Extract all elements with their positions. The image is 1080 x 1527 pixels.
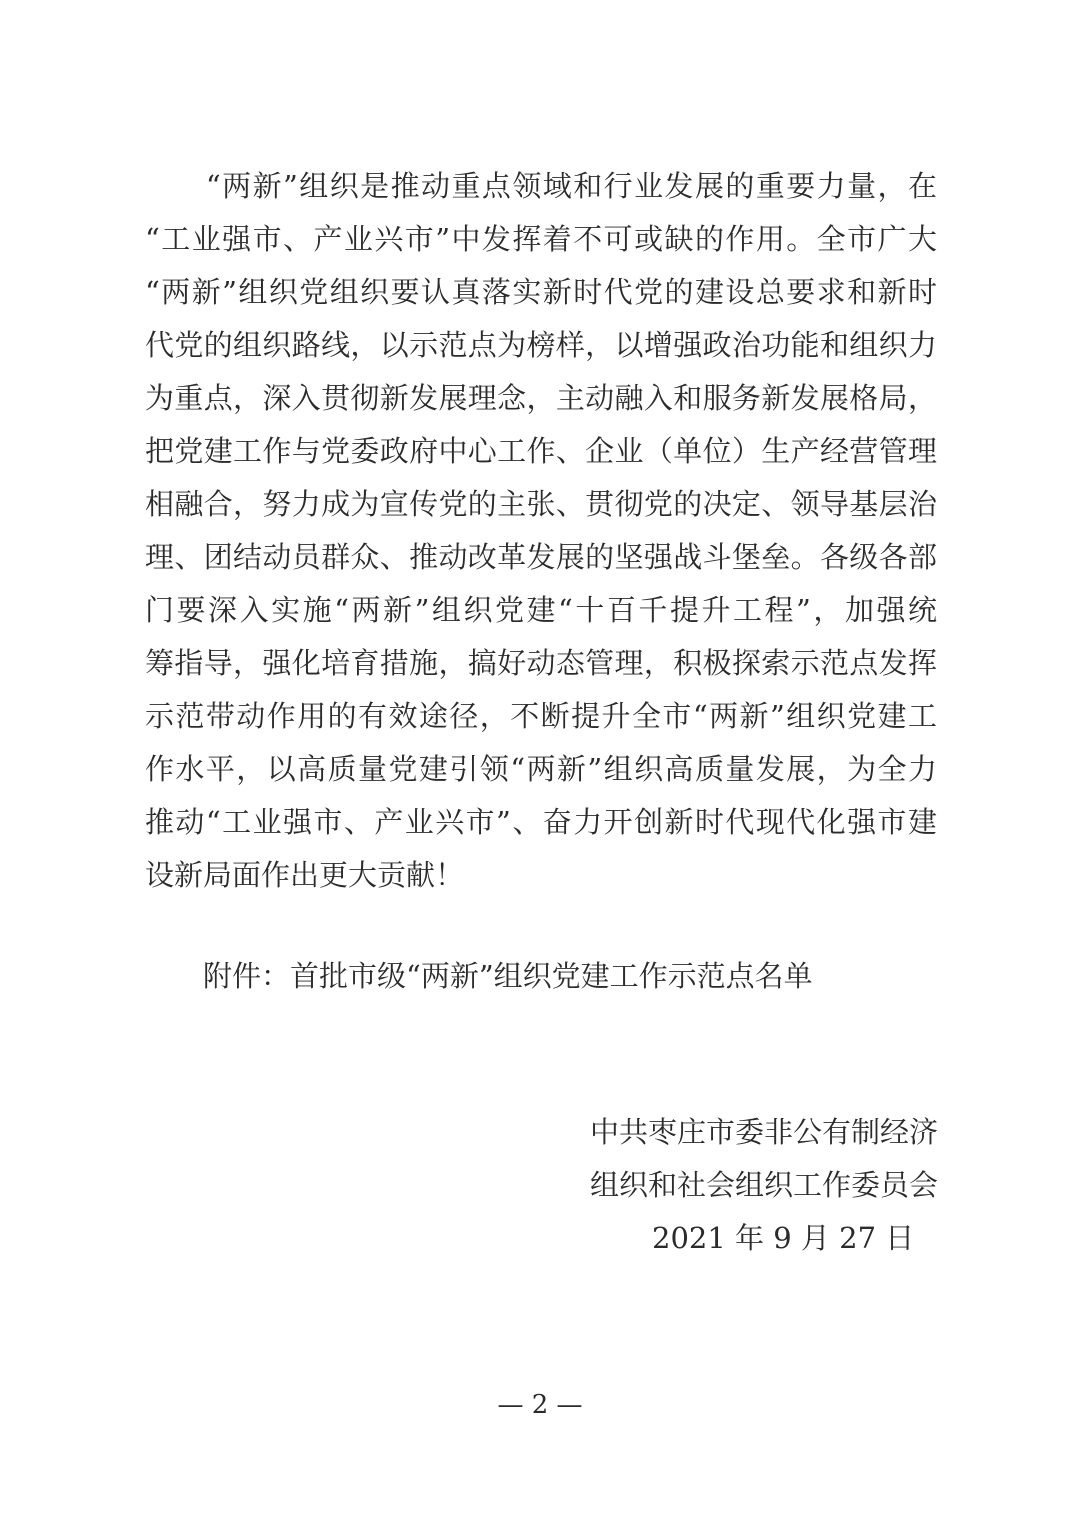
paragraph-line: “两新”组织是推动重点领域和行业发展的重要力量，在 xyxy=(145,169,937,203)
paragraph-line: 门要深入实施“两新”组织党建“十百千提升工程”，加强统 xyxy=(145,593,937,627)
signature-org-line1: 中共枣庄市委非公有制经济 xyxy=(590,1115,939,1149)
paragraph-line: 理、团结动员群众、推动改革发展的坚强战斗堡垒。各级各部 xyxy=(145,540,937,574)
paragraph-line: 作水平，以高质量党建引领“两新”组织高质量发展，为全力 xyxy=(145,752,937,786)
paragraph-line: 推动“工业强市、产业兴市”、奋力开创新时代现代化强市建 xyxy=(145,805,937,839)
signature-org-line2: 组织和社会组织工作委员会 xyxy=(590,1168,939,1202)
paragraph-line: 把党建工作与党委政府中心工作、企业（单位）生产经营管理 xyxy=(145,434,937,468)
paragraph-line: 相融合，努力成为宣传党的主张、贯彻党的决定、领导基层治 xyxy=(145,487,937,521)
paragraph-line: 筹指导，强化培育措施，搞好动态管理，积极探索示范点发挥 xyxy=(145,646,937,680)
paragraph-line: “两新”组织党组织要认真落实新时代党的建设总要求和新时 xyxy=(145,275,937,309)
paragraph-line: 代党的组织路线，以示范点为榜样，以增强政治功能和组织力 xyxy=(145,328,937,362)
signature-date: 2021 年 9 月 27 日 xyxy=(652,1221,915,1255)
paragraph-line: 设新局面作出更大贡献！ xyxy=(145,858,465,892)
attachment-note: 附件：首批市级“两新”组织党建工作示范点名单 xyxy=(203,959,813,993)
page-number: — 2 — xyxy=(497,1390,583,1420)
paragraph-line: 示范带动作用的有效途径，不断提升全市“两新”组织党建工 xyxy=(145,699,937,733)
paragraph-line: “工业强市、产业兴市”中发挥着不可或缺的作用。全市广大 xyxy=(145,222,937,256)
paragraph-line: 为重点，深入贯彻新发展理念，主动融入和服务新发展格局， xyxy=(145,381,937,415)
